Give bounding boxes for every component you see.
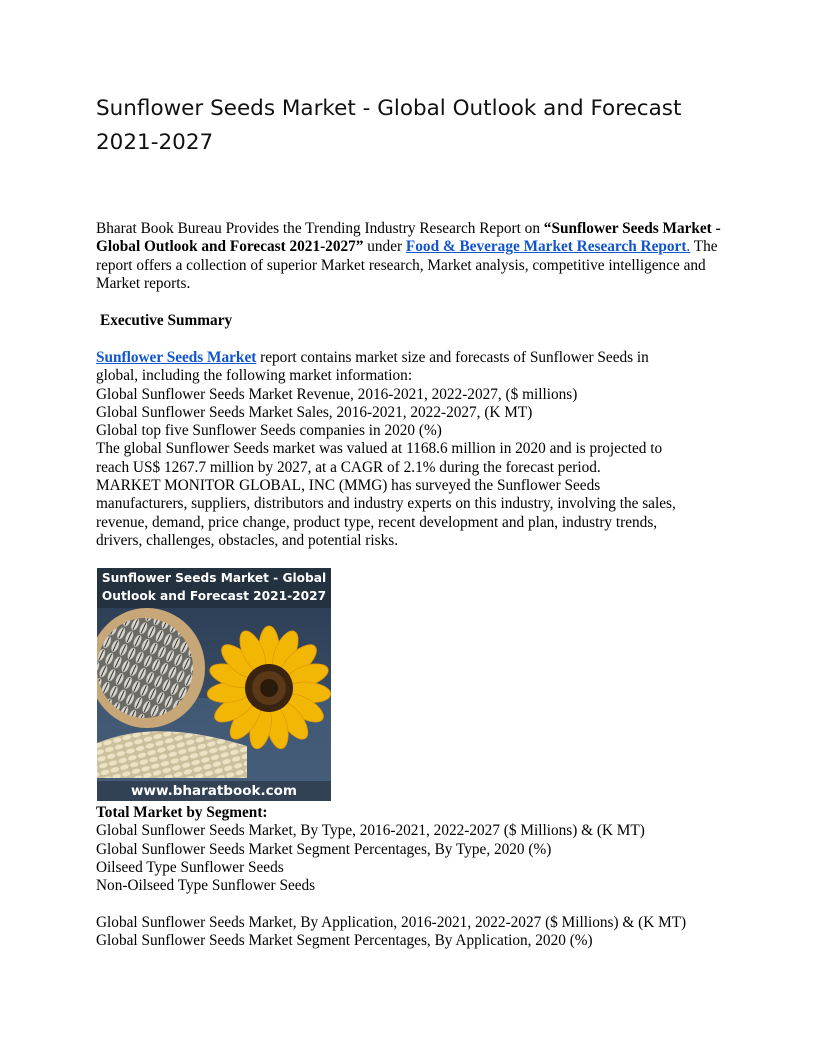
intro-lead: Bharat Book Bureau Provides the Trending Industry Research Report on xyxy=(96,220,544,237)
market-link-tail: report contains market size and forecasts of Sunflower Seeds in xyxy=(256,349,649,366)
segment-line: Oilseed Type Sunflower Seeds xyxy=(96,858,284,876)
spacer xyxy=(96,895,736,913)
executive-line: drivers, challenges, obstacles, and potential risks. xyxy=(96,531,399,549)
cover-caption xyxy=(97,568,331,605)
segment-section xyxy=(96,804,736,950)
segment-line: Global Sunflower Seeds Market Segment Percentages, By Application, 2020 (%) xyxy=(96,932,593,950)
executive-line: reach US$ 1267.7 million by 2027, at a CAGR of 2.1% during the forecast period. xyxy=(96,458,601,476)
cover-website: www.bharatbook.com xyxy=(131,783,297,799)
segment-line: Non-Oilseed Type Sunflower Seeds xyxy=(96,877,316,895)
page-title: Sunflower Seeds Market - Global Outlook and Forecast 2021-2027 xyxy=(96,96,682,155)
executive-line: global, including the following market information: xyxy=(96,367,413,385)
executive-line: revenue, demand, price change, product type, recent development and plan, industry trends, xyxy=(96,513,658,531)
segment-heading-text: Total Market by Segment: xyxy=(96,804,268,821)
executive-line: Global Sunflower Seeds Market Sales, 2016-2021, 2022-2027, (K MT) xyxy=(96,403,533,421)
segment-line: Global Sunflower Seeds Market, By Type, 2016-2021, 2022-2027 ($ Millions) & (K MT) xyxy=(96,822,645,840)
segment-heading xyxy=(96,804,736,822)
executive-line: Global Sunflower Seeds Market Revenue, 2016-2021, 2022-2027, ($ millions) xyxy=(96,385,578,403)
cover-caption-line: Outlook and Forecast 2021-2027 xyxy=(101,589,327,603)
executive-line: Global top five Sunflower Seeds companies in 2020 (%) xyxy=(96,422,442,440)
market-link[interactable]: Sunflower Seeds Market xyxy=(96,349,257,366)
segment-line: Global Sunflower Seeds Market Segment Percentages, By Type, 2020 (%) xyxy=(96,840,552,858)
category-link-period[interactable]: . xyxy=(686,238,691,256)
executive-summary-heading: Executive Summary xyxy=(100,312,233,329)
category-link[interactable]: Food & Beverage Market Research Report xyxy=(405,238,687,256)
executive-first-line xyxy=(96,349,721,367)
report-name: “Sunflower Seeds Market - Global Outlook and Forecast 2021-2027” xyxy=(96,220,721,256)
executive-line: manufacturers, suppliers, distributors and industry experts on this industry, involving the sales, xyxy=(96,495,676,513)
report-cover-image xyxy=(97,568,331,801)
segment-line: Global Sunflower Seeds Market, By Application, 2016-2021, 2022-2027 ($ Millions) & (K MT) xyxy=(96,913,687,931)
intro-tail: The report offers a collection of superior Market research, Market analysis, competitive intelligence and Market reports. xyxy=(96,238,718,292)
cover-caption-line: Sunflower Seeds Market - Global xyxy=(101,571,327,585)
intro-paragraph xyxy=(96,220,721,293)
executive-line: MARKET MONITOR GLOBAL, INC (MMG) has surveyed the Sunflower Seeds xyxy=(96,477,601,495)
intro-under: under xyxy=(363,238,406,256)
executive-line: The global Sunflower Seeds market was valued at 1168.6 million in 2020 and is projected to xyxy=(96,440,663,458)
executive-summary-body xyxy=(96,349,721,550)
